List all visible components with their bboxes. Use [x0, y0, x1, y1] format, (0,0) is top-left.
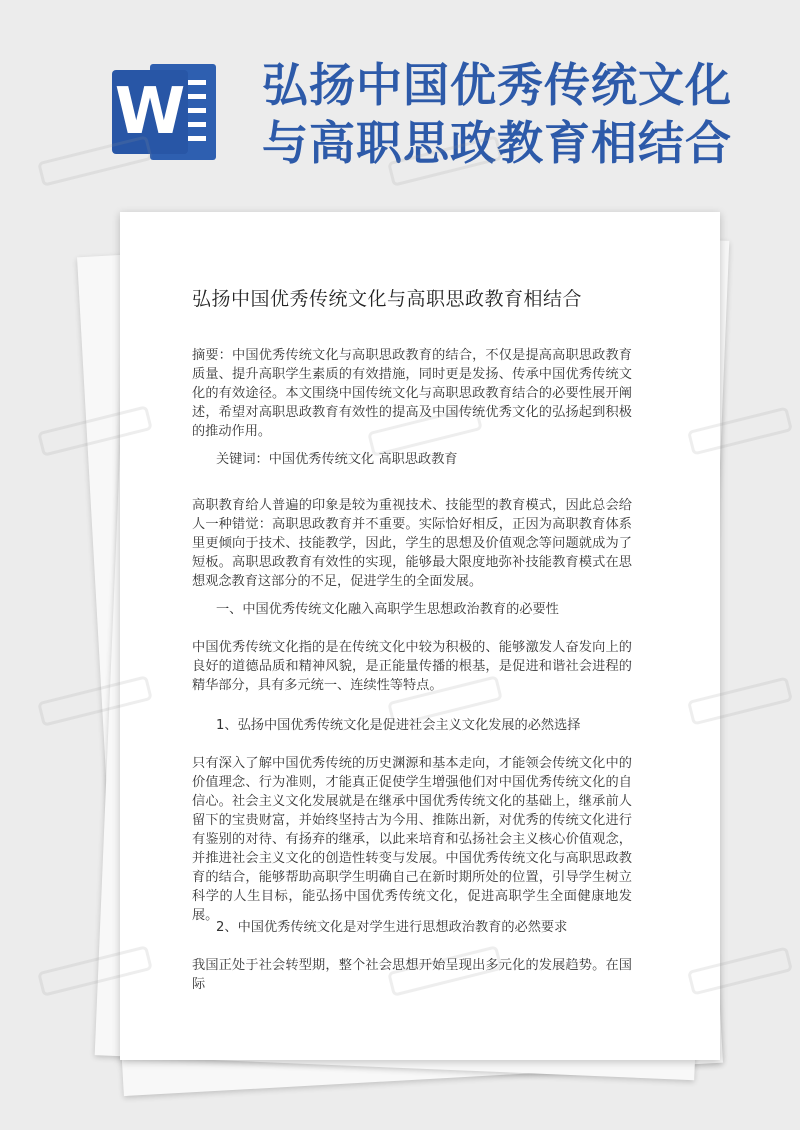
document-title: 弘扬中国优秀传统文化与高职思政教育相结合	[192, 288, 583, 310]
document-page	[120, 212, 720, 1060]
section-heading: 一、中国优秀传统文化融入高职学生思想政治教育的必要性	[216, 602, 559, 617]
word-document-icon	[92, 64, 216, 160]
word-badge: W	[112, 70, 188, 154]
hero-title-line: 与高职思政教育相结合	[262, 116, 732, 170]
subsection-paragraph: 只有深入了解中国优秀传统的历史渊源和基本走向，才能领会传统文化中的价值理念、行为准则，才能真正促使学生增强他们对中国优秀传统文化的自信心。社会主义文化发展就是在继承中国优秀传统文化的基础上，继承前人留下的宝贵财富，并始终坚持古为今用、推陈出新，对优秀的传统文化进行有鉴别的对待、有扬弃的继承，以此来培育和弘扬社会主义核心价值观念，并推进社会主义文化的创造性转变与发展。中国优秀传统文化与高职思政教育的结合，能够帮助高职学生明确自己在新时期所处的位置，引导学生树立科学的人生目标，能弘扬中国优秀传统文化，促进高职学生全面健康地发展。	[192, 756, 632, 923]
intro-paragraph: 高职教育给人普遍的印象是较为重视技术、技能型的教育模式，因此总会给人一种错觉：高职思政教育并不重要。实际恰好相反，正因为高职教育体系里更倾向于技术、技能教学，因此，学生的思想及价值观念等问题就成为了短板。高职思政教育有效性的实现，能够最大限度地弥补技能教育模式在思想观念教育这部分的不足，促进学生的全面发展。	[192, 498, 632, 589]
keywords-line: 关键词：中国优秀传统文化 高职思政教育	[216, 452, 458, 467]
abstract-paragraph: 摘要：中国优秀传统文化与高职思政教育的结合，不仅是提高高职思政教育质量、提升高职学生素质的有效措施，同时更是发扬、传承中国优秀传统文化的有效途径。本文围绕中国传统文化与高职思政教育结合的必要性展开阐述，希望对高职思政教育有效性的提高及中国传统优秀文化的弘扬起到积极的推动作用。	[192, 348, 632, 439]
subsection-heading: 2、中国优秀传统文化是对学生进行思想政治教育的必然要求	[216, 920, 568, 935]
hero-title	[262, 56, 782, 172]
section-paragraph: 中国优秀传统文化指的是在传统文化中较为积极的、能够激发人奋发向上的良好的道德品质和精神风貌，是正能量传播的根基，是促进和谐社会进程的精华部分，具有多元统一、连续性等特点。	[192, 640, 632, 693]
subsection-paragraph: 我国正处于社会转型期，整个社会思想开始呈现出多元化的发展趋势。在国际	[192, 958, 632, 992]
subsection-heading: 1、弘扬中国优秀传统文化是促进社会主义文化发展的必然选择	[216, 718, 581, 733]
hero-title-line: 弘扬中国优秀传统文化	[262, 58, 732, 112]
